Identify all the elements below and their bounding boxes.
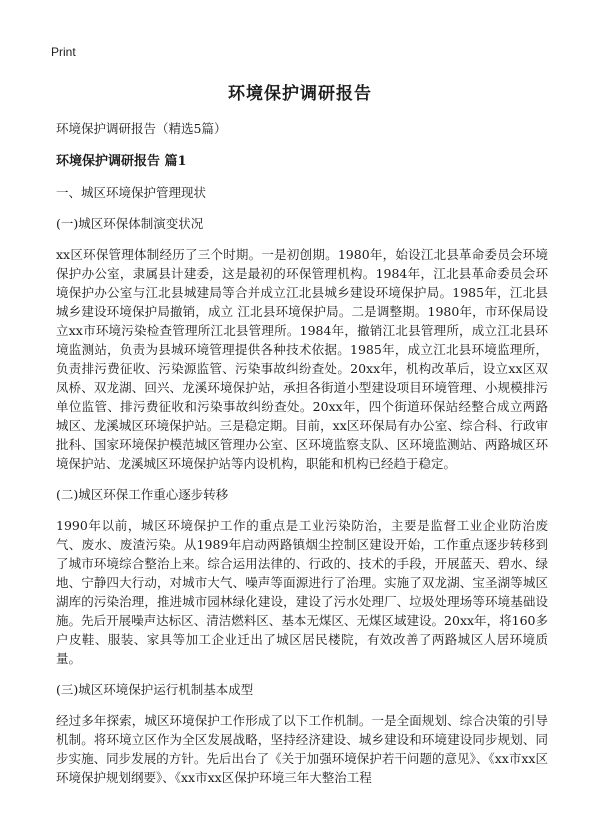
body-paragraph: xx区环保管理体制经历了三个时期。一是初创期。1980年，始设江北县革命委员会环境保护办公室，隶属县计建委，这是最初的环保管理机构。1984年，江北县革命委员会环境保护办公室与江北县城建局等合并成立江北县城乡建设环境保护局。1985年，江北县城乡建设环境保护局撤销，成立 江北县环境保护局。二是调整期。1980年，市环保局设立xx市环境污染检查管理所江北县管理所。1984年，撤销江北县管理所，成立江北县环境监测站，负责为县城环境管理提供各种技术依据。1985年，成立江北县环境监理所，负责排污费征收、污染源监管、污染事故纠纷查处。20xx年，机构改革后，设立xx区双凤桥、双龙湖、回兴、龙溪环境保护站，承担各街道小型建设项目环境管理、小规模排污单位监管、排污费征收和污染事故纠纷查处。20xx年，四个街道环保站经整合成立两路城区、龙溪城区环境保护站。三是稳定期。目前，xx区环保局有办公室、综合科、行政审批科、国家环境保护模范城区管理办公室、区环境监察支队、区环境监测站、两路城区环境保护站、龙溪城区环境保护站等内设机构，职能和机构已经趋于稳定。 [56, 247, 548, 471]
document-body [56, 120, 548, 800]
body-paragraph: 1990年以前，城区环境保护工作的重点是工业污染防治，主要是监督工业企业防治废气、废水、废渣污染。从1989年启动两路镇烟尘控制区建设开始，工作重点逐步转移到了城市环境综合整治上来。综合运用法律的、行政的、技术的手段，开展蓝天、碧水、绿地、宁静四大行动，对城市大气、噪声等面源进行了治理。实施了双龙湖、宝圣湖等城区湖库的污染治理，推进城市园林绿化建设，建设了污水处理厂、垃圾处理场等环境基础设施。先后开展噪声达标区、清洁燃料区、基本无煤区、无煤区域建设。20xx年，将160多户皮鞋、服装、家具等加工企业迁出了城区居民楼院，有效改善了两路城区人居环境质量。 [56, 518, 548, 666]
section-heading: 一、城区环境保护管理现状 [56, 185, 207, 200]
print-link[interactable]: Print [51, 45, 76, 59]
subsection-heading: (三)城区环境保护运行机制基本成型 [56, 682, 254, 697]
article-title: 环境保护调研报告 篇1 [56, 154, 187, 169]
subsection-heading: (一)城区环保体制演变状况 [56, 216, 204, 231]
subsection-heading: (二)城区环保工作重心逐步转移 [56, 487, 229, 502]
document-title: 环境保护调研报告 [228, 84, 372, 104]
body-paragraph: 经过多年探索，城区环境保护工作形成了以下工作机制。一是全面规划、综合决策的引导机制。将环境立区作为全区发展战略，坚持经济建设、城乡建设和环境建设同步规划、同步实施、同步发展的方针。先后出台了《关于加强环境保护若干问题的意见》、《xx市xx区环境保护规划纲要》、《xx市xx区保护环境三年大整治工程 [56, 713, 548, 785]
document-subtitle: 环境保护调研报告（精选5篇） [56, 121, 227, 136]
